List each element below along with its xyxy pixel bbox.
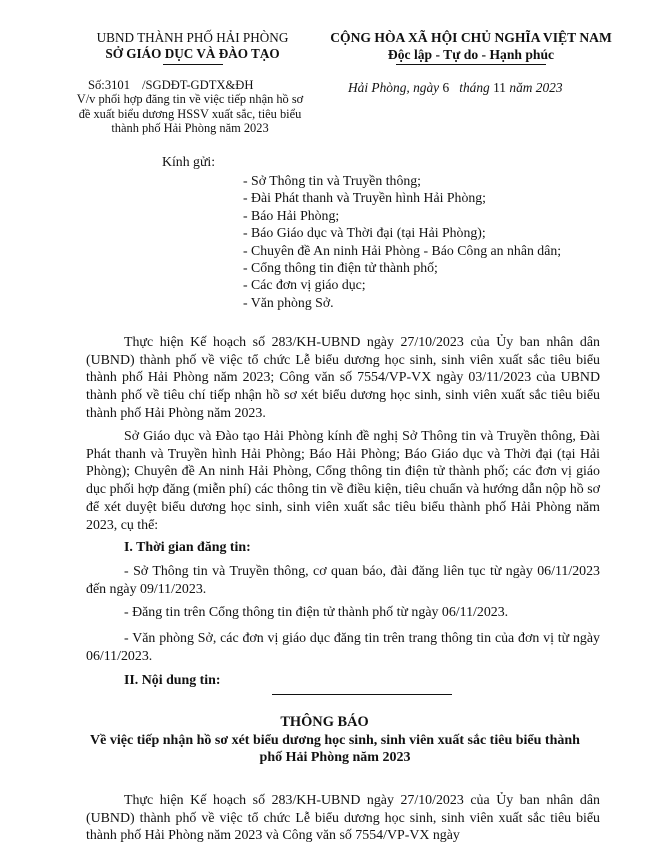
doc-number-code: /SGDĐT-GDTX&ĐH (142, 78, 254, 92)
body-paragraph-2: Sở Giáo dục và Đào tạo Hải Phòng kính đề nghị Sở Thông tin và Truyền thông, Đài Phát thanh và Truyền hình Hải Phòng; Báo Hải Phòng; Báo Giáo dục và Thời đại (tại Hải Phòng); Chuyên đề An ninh Hải Phòng, Cổng thông tin điện tử thành phố; các đơn vị giáo dục phối hợp đăng (miễn phí) các thông tin về điều kiện, tiêu chuẩn và hướng dẫn nộp hồ sơ để xét duyệt biểu dương học sinh, sinh viên xuất sắc tiêu biểu thành phố Hải Phòng năm 2023, cụ thể: (86, 429, 600, 533)
section-heading-time: I. Thời gian đăng tin: (124, 540, 251, 555)
issuer-underline (163, 64, 223, 65)
time-item-1: - Sở Thông tin và Truyền thông, cơ quan báo, đài đăng liên tục từ ngày 06/11/2023 đến ngày 09/11/2023. (86, 564, 600, 597)
greeting: Kính gửi: (162, 154, 216, 169)
time-item-3: - Văn phòng Sở, các đơn vị giáo dục đăng tin trên trang thông tin của đơn vị từ ngày 06/11/2023. (86, 631, 600, 664)
recipient-item: - Sở Thông tin và Truyền thông; (243, 173, 421, 188)
doc-number-value: 3101 (104, 78, 130, 92)
notice-subtitle: Về việc tiếp nhận hồ sơ xét biểu dương học sinh, sinh viên xuất sắc tiêu biểu thành phố Hải Phòng năm 2023 (90, 733, 580, 765)
section-divider (272, 694, 452, 695)
date-day: 6 (442, 80, 450, 95)
date-place: Hải Phòng, ngày (348, 80, 440, 95)
document-number (88, 78, 253, 93)
date-month-label: tháng (459, 80, 490, 95)
section-heading-content: II. Nội dung tin: (124, 673, 221, 688)
recipient-item: - Các đơn vị giáo dục; (243, 277, 366, 293)
issuer-parent: UBND THÀNH PHỐ HẢI PHÒNG (96, 30, 289, 45)
recipient-item: - Báo Hải Phòng; (243, 207, 340, 223)
doc-number-prefix: Số: (88, 78, 105, 92)
nation-name: CỘNG HÒA XÃ HỘI CHỦ NGHĨA VIỆT NAM (330, 30, 612, 45)
notice-title: THÔNG BÁO (280, 714, 369, 730)
recipient-item: - Báo Giáo dục và Thời đại (tại Hải Phòng); (243, 225, 486, 241)
national-header (313, 30, 629, 65)
recipient-item: - Cổng thông tin điện tử thành phố; (243, 260, 438, 276)
recipient-item: - Văn phòng Sở. (243, 294, 334, 310)
motto-underline (396, 64, 546, 65)
date-month: 11 (493, 80, 507, 95)
date-year: năm 2023 (509, 80, 563, 95)
recipient-item: - Chuyên đề An ninh Hải Phòng - Báo Công an nhân dân; (243, 242, 562, 258)
recipient-item: - Đài Phát thanh và Truyền hình Hải Phòng; (243, 190, 486, 206)
date-line (348, 80, 563, 96)
national-motto: Độc lập - Tự do - Hạnh phúc (387, 47, 555, 62)
time-item-2: - Đăng tin trên Cổng thông tin điện tử thành phố từ ngày 06/11/2023. (124, 605, 509, 620)
recipient-list (243, 172, 561, 311)
document-subject: V/v phối hợp đăng tin về việc tiếp nhận hồ sơ đề xuất biểu dương HSSV xuất sắc, tiêu biểu thành phố Hải Phòng năm 2023 (76, 92, 304, 135)
issuer-department: SỞ GIÁO DỤC VÀ ĐÀO TẠO (105, 46, 280, 61)
issuer-block (70, 30, 315, 65)
body-paragraph-1: Thực hiện Kế hoạch số 283/KH-UBND ngày 27/10/2023 của Ủy ban nhân dân (UBND) thành phố về việc tổ chức Lễ biểu dương học sinh, sinh viên xuất sắc tiêu biểu thành phố Hải Phòng năm 2023; Công văn số 7554/VP-VX ngày 03/11/2023 của UBND thành phố về tiêu chí tiếp nhận hồ sơ xét biểu dương học sinh, sinh viên xuất sắc tiêu biểu thành phố Hải Phòng năm 2023. (86, 335, 600, 421)
notice-paragraph-1: Thực hiện Kế hoạch số 283/KH-UBND ngày 27/10/2023 của Ủy ban nhân dân (UBND) thành phố về việc tổ chức Lễ biểu dương học sinh, sinh viên xuất sắc tiêu biểu thành phố Hải Phòng năm 2023 và Công văn số 7554/VP-VX ngày (86, 793, 600, 844)
